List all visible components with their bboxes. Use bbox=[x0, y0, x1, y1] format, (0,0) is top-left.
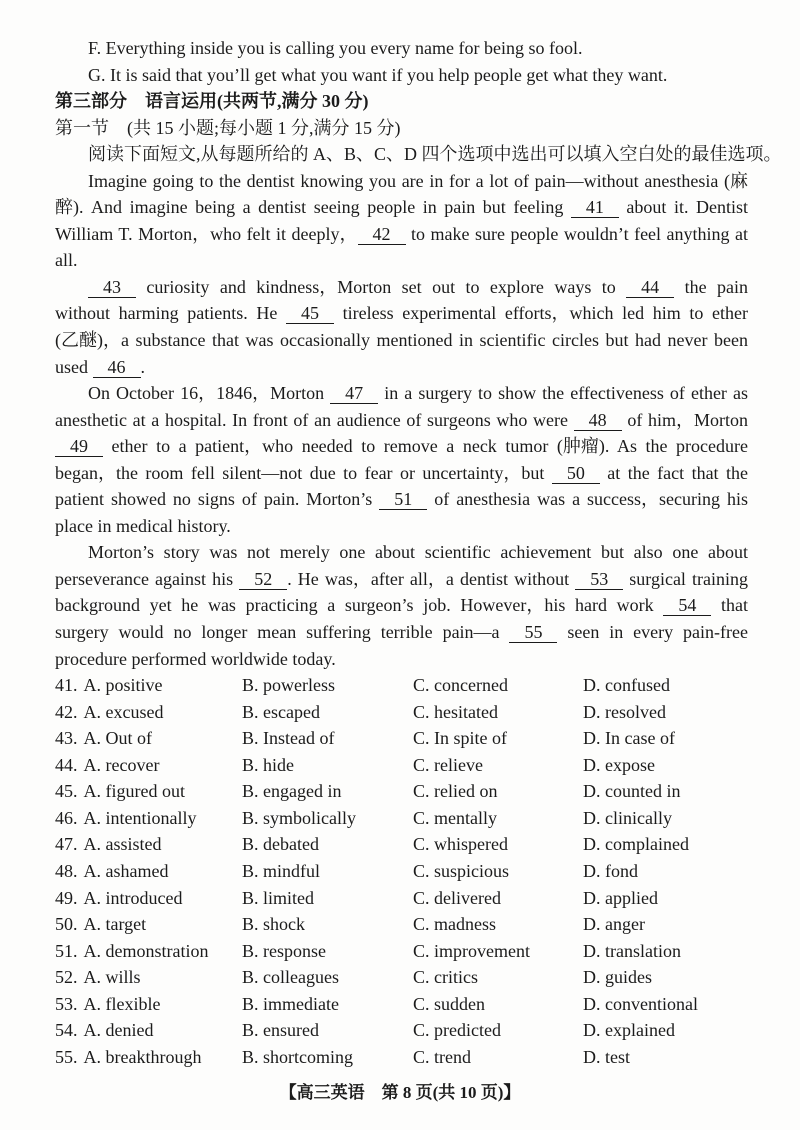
passage-line bbox=[55, 513, 748, 540]
passage-paragraph bbox=[55, 274, 748, 380]
passage-text: Imagine going to the dentist knowing you are in for a lot of pain—without anesthesia (麻 bbox=[88, 170, 748, 191]
option-a: A. figured out bbox=[83, 781, 185, 802]
option-cell-a bbox=[55, 1044, 242, 1071]
option-a: A. positive bbox=[83, 675, 163, 696]
passage-line-text bbox=[55, 250, 78, 270]
option-d: D. counted in bbox=[583, 781, 681, 802]
option-d: D. test bbox=[583, 1046, 630, 1067]
passage-line bbox=[55, 380, 748, 407]
option-b: B. ensured bbox=[242, 1020, 319, 1041]
passage-text: On October 16，1846，Morton bbox=[88, 383, 331, 404]
passage-paragraph bbox=[55, 539, 748, 672]
question-row bbox=[55, 672, 748, 699]
instructions: 阅读下面短文,从每题所给的 A、B、C、D 四个选项中选出可以填入空白处的最佳选项。 bbox=[88, 144, 782, 165]
option-b: B. powerless bbox=[242, 675, 335, 696]
passage-line bbox=[55, 274, 748, 301]
option-a: A. Out of bbox=[83, 728, 152, 749]
option-b: B. shortcoming bbox=[242, 1046, 353, 1067]
option-b: B. response bbox=[242, 940, 326, 961]
passage-text: perseverance against his bbox=[55, 568, 240, 589]
passage-text: . He was，after all，a dentist without bbox=[287, 568, 576, 589]
question-row bbox=[55, 858, 748, 885]
option-a: A. demonstration bbox=[83, 940, 209, 961]
passage-line bbox=[55, 646, 748, 673]
question-row bbox=[55, 805, 748, 832]
question-options bbox=[55, 672, 748, 1070]
passage-line-text bbox=[88, 277, 748, 297]
option-a: A. flexible bbox=[83, 993, 161, 1014]
passage-line bbox=[55, 247, 748, 274]
option-c: C. improvement bbox=[413, 940, 530, 961]
passage-line bbox=[55, 194, 748, 221]
option-cell-a bbox=[55, 725, 242, 752]
question-row bbox=[55, 964, 748, 991]
passage-text: (乙醚)，a substance that was occasionally mentioned in scientific circles but had never been bbox=[55, 330, 748, 351]
passage-text: the pain bbox=[674, 276, 748, 297]
option-d: D. conventional bbox=[583, 993, 698, 1014]
question-number: 43. bbox=[55, 728, 78, 749]
option-cell-a bbox=[55, 938, 242, 965]
option-cell-a bbox=[55, 699, 242, 726]
passage-text: curiosity and kindness，Morton set out to explore ways to bbox=[136, 276, 627, 297]
answer-blank-54: 54 bbox=[663, 596, 711, 616]
option-cell-a bbox=[55, 831, 242, 858]
passage-line bbox=[55, 407, 748, 434]
question-number: 45. bbox=[55, 781, 78, 802]
question-number: 48. bbox=[55, 860, 78, 881]
passage-paragraph bbox=[55, 380, 748, 539]
passage-text: in a surgery to show the effectiveness of ether as bbox=[378, 383, 748, 404]
option-c: C. In spite of bbox=[413, 728, 507, 749]
question-number: 55. bbox=[55, 1046, 78, 1067]
passage-line bbox=[55, 433, 748, 460]
option-cell-a bbox=[55, 885, 242, 912]
option-b: B. colleagues bbox=[242, 967, 339, 988]
option-a: A. breakthrough bbox=[83, 1046, 202, 1067]
question-number: 46. bbox=[55, 807, 78, 828]
page-content bbox=[55, 35, 782, 1070]
passage-text: without harming patients. He bbox=[55, 303, 286, 324]
passage-text: all. bbox=[55, 250, 78, 271]
option-b: B. immediate bbox=[242, 993, 339, 1014]
option-a: A. wills bbox=[83, 967, 141, 988]
passage-line bbox=[55, 592, 748, 619]
question-number: 53. bbox=[55, 993, 78, 1014]
option-d: D. expose bbox=[583, 754, 655, 775]
answer-blank-48: 48 bbox=[574, 411, 622, 431]
option-a: A. introduced bbox=[83, 887, 183, 908]
passage-text: 醉). And imagine being a dentist seeing people in pain but feeling bbox=[55, 197, 571, 218]
passage-line-text bbox=[55, 595, 748, 615]
question-number: 44. bbox=[55, 754, 78, 775]
option-b: B. symbolically bbox=[242, 807, 356, 828]
option-a: A. intentionally bbox=[83, 807, 197, 828]
option-cell-a bbox=[55, 778, 242, 805]
passage-text: surgery would no longer mean suffering terrible pain—a bbox=[55, 622, 510, 643]
question-number: 47. bbox=[55, 834, 78, 855]
passage-text: anesthetic at a hospital. In front of an audience of surgeons who were bbox=[55, 409, 574, 430]
passage-text: William T. Morton，who felt it deeply， bbox=[55, 223, 358, 244]
option-c: C. madness bbox=[413, 914, 496, 935]
option-a: A. assisted bbox=[83, 834, 162, 855]
passage-text: used bbox=[55, 356, 93, 377]
option-a: A. excused bbox=[83, 701, 164, 722]
option-c: C. relieve bbox=[413, 754, 483, 775]
passage-text: ether to a patient，who needed to remove a neck tumor (肿瘤). As the procedure bbox=[103, 436, 748, 457]
option-c: C. concerned bbox=[413, 675, 508, 696]
option-d: D. translation bbox=[583, 940, 681, 961]
option-cell-a bbox=[55, 1017, 242, 1044]
answer-blank-45: 45 bbox=[286, 304, 334, 324]
option-b: B. escaped bbox=[242, 701, 320, 722]
passage-line-text bbox=[55, 649, 336, 669]
prev-option-g: G. It is said that you’ll get what you want if you help people get what they want. bbox=[88, 64, 668, 85]
option-a: A. denied bbox=[83, 1020, 154, 1041]
passage-text: surgical training bbox=[623, 568, 749, 589]
passage-line bbox=[55, 300, 748, 327]
prev-option-f: F. Everything inside you is calling you every name for being so fool. bbox=[88, 38, 583, 58]
passage-line-text bbox=[55, 330, 748, 350]
answer-blank-47: 47 bbox=[330, 384, 378, 404]
question-row bbox=[55, 938, 748, 965]
passage-text: that bbox=[711, 595, 748, 616]
option-d: D. applied bbox=[583, 887, 658, 908]
option-c: C. mentally bbox=[413, 807, 497, 828]
passage-line bbox=[55, 539, 748, 566]
answer-blank-51: 51 bbox=[379, 490, 427, 510]
question-row bbox=[55, 1017, 748, 1044]
passage-line-text bbox=[88, 542, 748, 562]
passage-text: background yet he was practicing a surgeon’s job. However，his hard work bbox=[55, 595, 664, 616]
option-c: C. suspicious bbox=[413, 860, 510, 881]
passage-line-text bbox=[55, 436, 748, 456]
passage-text: Morton’s story was not merely one about scientific achievement but also one about bbox=[88, 542, 748, 563]
passage-text: place in medical history. bbox=[55, 515, 231, 536]
passage-text: patient showed no signs of pain. Morton’s bbox=[55, 489, 380, 510]
option-a: A. target bbox=[83, 914, 147, 935]
passage-line-text bbox=[88, 171, 748, 191]
question-row bbox=[55, 699, 748, 726]
option-b: B. hide bbox=[242, 754, 294, 775]
option-d: D. explained bbox=[583, 1020, 675, 1041]
option-b: B. limited bbox=[242, 887, 314, 908]
option-cell-a bbox=[55, 964, 242, 991]
option-c: C. critics bbox=[413, 967, 478, 988]
option-cell-a bbox=[55, 911, 242, 938]
passage-text: about it. Dentist bbox=[618, 197, 748, 218]
option-cell-a bbox=[55, 858, 242, 885]
option-a: A. recover bbox=[83, 754, 160, 775]
answer-blank-52: 52 bbox=[239, 570, 287, 590]
answer-blank-53: 53 bbox=[575, 570, 623, 590]
passage-paragraph bbox=[55, 168, 748, 274]
question-number: 51. bbox=[55, 940, 78, 961]
question-row bbox=[55, 831, 748, 858]
passage-line bbox=[55, 619, 748, 646]
question-number: 54. bbox=[55, 1020, 78, 1041]
passage-line bbox=[55, 354, 748, 381]
option-c: C. trend bbox=[413, 1046, 471, 1067]
subsection-title: 第一节 (共 15 小题;每小题 1 分,满分 15 分) bbox=[55, 117, 401, 138]
answer-blank-55: 55 bbox=[509, 623, 557, 643]
answer-blank-43: 43 bbox=[88, 278, 136, 298]
passage-line-text bbox=[55, 622, 748, 642]
passage-line-text bbox=[55, 224, 748, 244]
option-a: A. ashamed bbox=[83, 860, 169, 881]
option-c: C. sudden bbox=[413, 993, 485, 1014]
passage-line-text bbox=[88, 383, 748, 403]
passage-text: . bbox=[140, 356, 145, 377]
option-d: D. anger bbox=[583, 914, 645, 935]
option-d: D. guides bbox=[583, 967, 652, 988]
passage-text: to make sure people wouldn’t feel anything at bbox=[405, 223, 749, 244]
passage-text: procedure performed worldwide today. bbox=[55, 648, 336, 669]
option-b: B. shock bbox=[242, 914, 305, 935]
passage-text: tireless experimental efforts，which led him to ether bbox=[334, 303, 748, 324]
question-number: 41. bbox=[55, 675, 78, 696]
passage-line bbox=[55, 486, 748, 513]
question-number: 42. bbox=[55, 701, 78, 722]
question-number: 50. bbox=[55, 914, 78, 935]
option-d: D. fond bbox=[583, 860, 638, 881]
passage-line-text bbox=[55, 516, 231, 536]
passage-line-text bbox=[55, 303, 748, 323]
passage-line bbox=[55, 327, 748, 354]
question-row bbox=[55, 725, 748, 752]
option-b: B. Instead of bbox=[242, 728, 335, 749]
option-c: C. hesitated bbox=[413, 701, 498, 722]
passage-line bbox=[55, 566, 748, 593]
question-row bbox=[55, 778, 748, 805]
passage-text: of anesthesia was a success，securing his bbox=[427, 489, 748, 510]
passage-line-text bbox=[55, 410, 748, 430]
option-cell-a bbox=[55, 672, 242, 699]
option-c: C. relied on bbox=[413, 781, 498, 802]
question-row bbox=[55, 911, 748, 938]
question-row bbox=[55, 752, 748, 779]
cloze-passage bbox=[55, 168, 748, 672]
answer-blank-42: 42 bbox=[358, 225, 406, 245]
option-d: D. complained bbox=[583, 834, 689, 855]
option-d: D. resolved bbox=[583, 701, 666, 722]
passage-line-text bbox=[55, 463, 748, 483]
option-cell-a bbox=[55, 991, 242, 1018]
option-cell-a bbox=[55, 805, 242, 832]
page-footer: 【高三英语 第 8 页(共 10 页)】 bbox=[279, 1083, 521, 1102]
option-b: B. engaged in bbox=[242, 781, 342, 802]
answer-blank-46: 46 bbox=[93, 358, 141, 378]
passage-line-text bbox=[55, 489, 748, 509]
question-row bbox=[55, 1044, 748, 1071]
option-b: B. debated bbox=[242, 834, 319, 855]
question-number: 49. bbox=[55, 887, 78, 908]
answer-blank-41: 41 bbox=[571, 198, 619, 218]
option-c: C. whispered bbox=[413, 834, 508, 855]
passage-line bbox=[55, 221, 748, 248]
passage-line-text bbox=[55, 569, 748, 589]
answer-blank-50: 50 bbox=[552, 464, 600, 484]
option-d: D. clinically bbox=[583, 807, 672, 828]
answer-blank-49: 49 bbox=[55, 437, 103, 457]
passage-text: seen in every pain-free bbox=[557, 622, 748, 643]
question-number: 52. bbox=[55, 967, 78, 988]
option-b: B. mindful bbox=[242, 860, 321, 881]
passage-line bbox=[55, 168, 748, 195]
passage-text: began，the room fell silent—not due to fear or uncertainty，but bbox=[55, 462, 552, 483]
option-c: C. predicted bbox=[413, 1020, 501, 1041]
passage-line bbox=[55, 460, 748, 487]
option-cell-a bbox=[55, 752, 242, 779]
passage-text: at the fact that the bbox=[599, 462, 748, 483]
option-d: D. In case of bbox=[583, 728, 675, 749]
section-title: 第三部分 语言运用(共两节,满分 30 分) bbox=[55, 91, 369, 112]
passage-line-text bbox=[55, 197, 748, 217]
question-row bbox=[55, 991, 748, 1018]
passage-text: of him，Morton bbox=[621, 409, 749, 430]
answer-blank-44: 44 bbox=[626, 278, 674, 298]
question-row bbox=[55, 885, 748, 912]
option-d: D. confused bbox=[583, 675, 670, 696]
option-c: C. delivered bbox=[413, 887, 501, 908]
passage-line-text bbox=[55, 357, 145, 377]
